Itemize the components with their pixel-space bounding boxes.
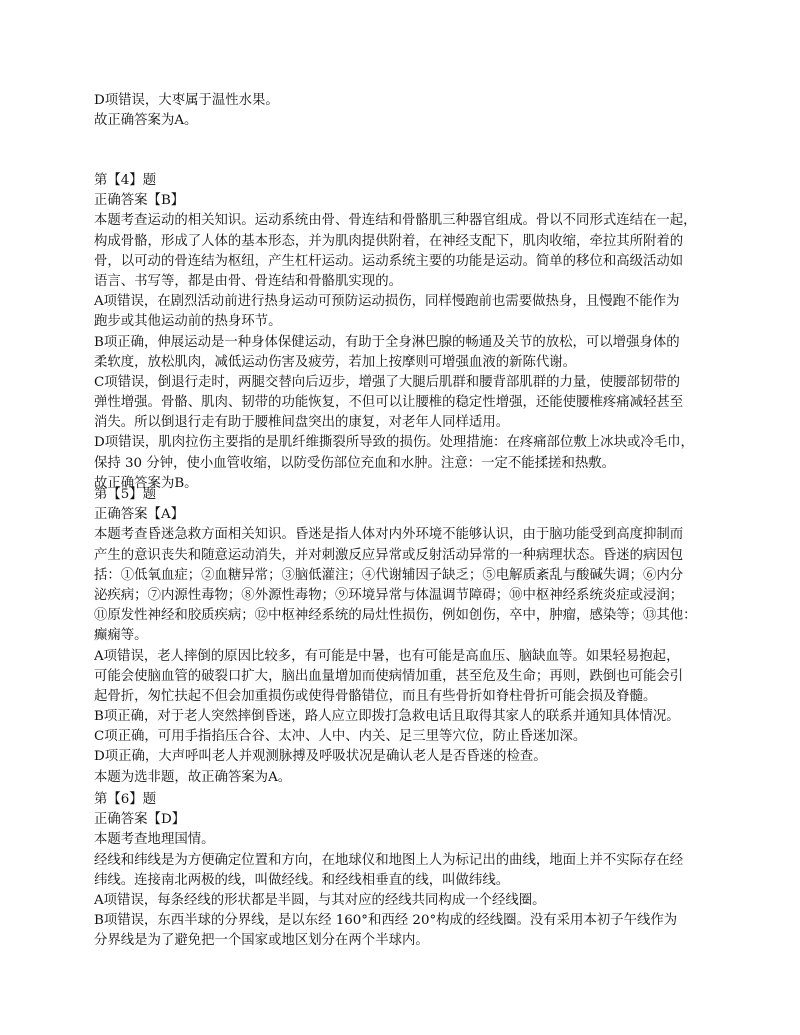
paragraph-line: C项错误，倒退行走时，两腿交替向后迈步，增强了大腿后肌群和腰背部肌群的力量，使腰部韧带的 [94, 374, 681, 390]
paragraph-line: 保持 30 分钟，使小血管收缩，以防受伤部位充血和水肿。注意：一定不能揉搓和热敷。 [94, 455, 616, 471]
paragraph-line: 起骨折，匆忙扶起不但会加重损伤或使得骨骼错位，而且有些骨折如脊柱骨折可能会损及脊髓。 [94, 688, 657, 704]
paragraph-line: D项正确，大声呼叫老人并观测脉搏及呼吸状况是确认老人是否昏迷的检查。 [94, 749, 547, 765]
paragraph-line: 柔软度，放松肌肉，减低运动伤害及疲劳，若加上按摩则可增强血液的新陈代谢。 [94, 354, 577, 370]
question-title: 第【5】题 [94, 487, 157, 502]
paragraph-line: A项错误，老人摔倒的原因比较多，有可能是中暑，也有可能是高血压、脑缺血等。如果轻易抱起， [94, 648, 680, 664]
paragraph-line: 本题考查地理国情。 [94, 832, 215, 848]
paragraph-line: 经线和纬线是为方便确定位置和方向，在地球仪和地图上人为标记出的曲线，地面上并不实际存在经 [94, 852, 684, 868]
paragraph-line: 泌疾病；⑦内源性毒物；⑧外源性毒物；⑨环境异常与体温调节障碍；⑩中枢神经系统炎症或浸润； [94, 587, 684, 603]
paragraph-line: 构成骨骼，形成了人体的基本形态，并为肌肉提供附着，在神经支配下，肌肉收缩，牵拉其所附着的 [94, 233, 684, 249]
paragraph-line: C项正确，可用手指掐压合谷、太冲、人中、内关、足三里等穴位，防止昏迷加深。 [94, 729, 587, 745]
paragraph-line: 括：①低氧血症；②血糖异常；③脑低灌注；④代谢辅因子缺乏；⑤电解质紊乱与酸碱失调；⑥内分 [94, 567, 684, 583]
paragraph-line: 癫痫等。 [94, 628, 148, 644]
answer-conclusion: 故正确答案为B。 [94, 475, 198, 491]
paragraph-line: B项正确，伸展运动是一种身体保健运动，有助于全身淋巴腺的畅通及关节的放松，可以增强身体的 [94, 334, 680, 350]
paragraph-line: B项错误，东西半球的分界线，是以东经 160°和西经 20°构成的经线圈。没有采用本初子午线作为 [94, 913, 678, 929]
answer-conclusion: 本题为选非题，故正确答案为A。 [94, 769, 292, 785]
correct-answer: 正确答案【B】 [94, 193, 185, 209]
paragraph-line: A项错误，在剧烈活动前进行热身运动可预防运动损伤，同样慢跑前也需要做热身，且慢跑不能作为 [94, 294, 680, 310]
correct-answer: 正确答案【D】 [94, 812, 186, 828]
paragraph-line: 弹性增强。骨骼、肌肉、韧带的功能恢复，不但可以让腰椎的稳定性增强，还能使腰椎疼痛减轻甚至 [94, 395, 684, 411]
question-title: 第【6】题 [94, 792, 157, 807]
paragraph-line: 分界线是为了避免把一个国家或地区划分在两个半球内。 [94, 933, 429, 949]
paragraph-line: D项错误，大枣属于温性水果。 [94, 93, 279, 108]
paragraph-line: 本题考查运动的相关知识。运动系统由骨、骨连结和骨骼肌三种器官组成。骨以不同形式连结在一起， [94, 213, 697, 229]
paragraph-line: 本题考查昏迷急救方面相关知识。昏迷是指人体对内外环境不能够认识，由于脑功能受到高度抑制而 [94, 527, 684, 543]
paragraph-line: 骨，以可动的骨连结为枢纽，产生杠杆运动。运动系统主要的功能是运动。简单的移位和高级活动如 [94, 253, 684, 269]
q3-tail [94, 91, 719, 131]
paragraph-line: 纬线。连接南北两极的线，叫做经线。和经线相垂直的线，叫做纬线。 [94, 872, 510, 888]
paragraph-line: 消失。所以倒退行走有助于腰椎间盘突出的康复，对老年人同样适用。 [94, 415, 510, 431]
paragraph-line: D项错误，肌肉拉伤主要指的是肌纤维撕裂所导致的损伤。处理措施：在疼痛部位敷上冰块或冷毛巾， [94, 435, 694, 451]
paragraph-line: ⑪原发性神经和胶质疾病；⑫中枢神经系统的局灶性损伤，例如创伤，卒中，肿瘤，感染等；⑬其他： [94, 608, 697, 624]
paragraph-line: 可能会使脑血管的破裂口扩大，脑出血量增加而使病情加重，甚至危及生命；再则，跌倒也可能会引 [94, 668, 684, 684]
question-5-section [94, 485, 719, 788]
question-title: 第【4】题 [94, 173, 157, 188]
question-6-section [94, 790, 719, 952]
paragraph-line: B项正确，对于老人突然摔倒昏迷，路人应立即拨打急救电话且取得其家人的联系并通知具体情况。 [94, 709, 680, 725]
paragraph-line: A项错误，每条经线的形状都是半圆，与其对应的经线共同构成一个经线圈。 [94, 892, 546, 908]
answer-conclusion: 故正确答案为A。 [94, 113, 198, 129]
question-4-section [94, 171, 719, 494]
paragraph-line: 跑步或其他运动前的热身环节。 [94, 314, 282, 330]
paragraph-line: 语言、书写等，都是由骨、骨连结和骨骼肌实现的。 [94, 273, 402, 289]
paragraph-line: 产生的意识丧失和随意运动消失，并对刺激反应异常或反射活动异常的一种病理状态。昏迷的病因包 [94, 547, 684, 563]
correct-answer: 正确答案【A】 [94, 507, 185, 523]
